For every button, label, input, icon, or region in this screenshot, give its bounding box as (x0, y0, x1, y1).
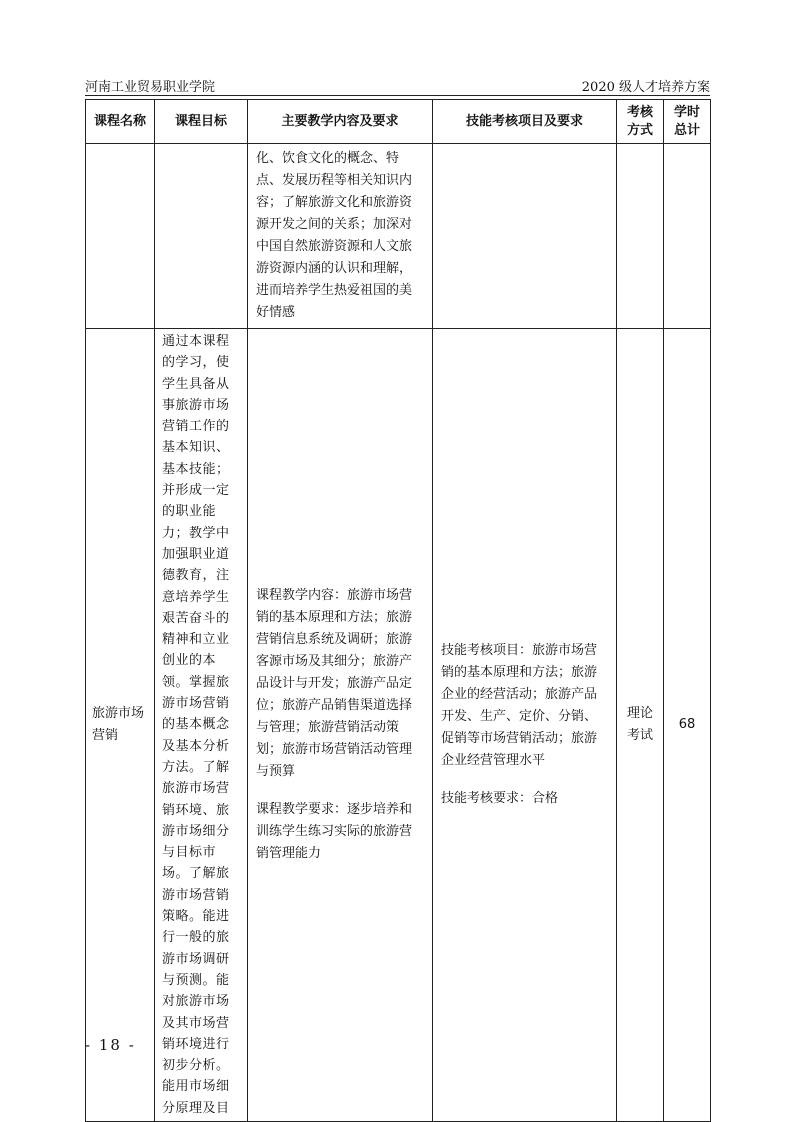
course-name: 旅游市场营销 (92, 705, 145, 743)
page-number: - 18 - (85, 1036, 136, 1054)
skills-requirement: 技能考核要求：合格 (441, 790, 559, 806)
exam-cell (617, 329, 664, 1122)
header-course-name: 课程名称 (86, 100, 155, 144)
hours-cell (664, 329, 711, 1122)
header-exam-method: 考核方式 (617, 100, 664, 144)
header-content: 主要教学内容及要求 (248, 100, 433, 144)
exam-cell (617, 144, 664, 329)
header-course-goal: 课程目标 (155, 100, 248, 144)
table-header-row (86, 100, 711, 144)
hours-cell (664, 144, 711, 329)
header-rule (85, 95, 710, 96)
course-name-cell (86, 144, 155, 329)
skills-items: 技能考核项目：旅游市场营销的基本原理和方法；旅游企业的经营活动；旅游产品开发、生产、定价、分销、促销等市场营销活动；旅游企业经营管理水平 (441, 642, 598, 768)
exam-method: 理论考试 (626, 705, 653, 743)
header-skills: 技能考核项目及要求 (433, 100, 617, 144)
course-goal-cell (155, 329, 248, 1122)
institution-name: 河南工业贸易职业学院 (85, 80, 216, 95)
table-row (86, 329, 711, 1122)
curriculum-table (85, 99, 711, 1122)
table-row (86, 144, 711, 329)
total-hours: 68 (678, 716, 696, 732)
skills-cell (433, 329, 617, 1122)
content-text: 化、饮食文化的概念、特点、发展历程等相关知识内容；了解旅游文化和旅游资源开发之间的关系；加深对中国自然旅游资源和人文旅游资源内涵的认识和理解，进而培养学生热爱祖国的美好情感 (256, 151, 413, 320)
content-cell (248, 144, 433, 329)
document-title: 2020 级人才培养方案 (581, 80, 710, 95)
content-paragraph: 课程教学内容：旅游市场营销的基本原理和方法；旅游营销信息系统及调研；旅游客源市场及其细分；旅游产品设计与开发；旅游产品定位；旅游产品销售渠道选择与管理；旅游营销活动策划；旅游市场营销活动管理与预算 (256, 587, 413, 779)
course-name-cell (86, 329, 155, 1122)
page-header (85, 72, 710, 96)
skills-cell (433, 144, 617, 329)
course-goal-cell (155, 144, 248, 329)
header-hours: 学时总计 (664, 100, 711, 144)
content-requirement: 课程教学要求：逐步培养和训练学生练习实际的旅游营销管理能力 (256, 801, 413, 861)
course-goal: 通过本课程的学习，使学生具备从事旅游市场营销工作的基本知识、基本技能；并形成一定的职业能力；教学中加强职业道德教育，注意培养学生艰苦奋斗的精神和立业创业的本领。掌握旅游市场营销的基本概念及基本分析方法。了解旅游市场营销环境、旅游市场细分与目标市场。了解旅游市场营销策略。能进行一般的旅游市场调研与预测。能对旅游市场及其市场营销环境进行初步分析。能用市场细分原理及目 (162, 334, 230, 1116)
content-cell (248, 329, 433, 1122)
